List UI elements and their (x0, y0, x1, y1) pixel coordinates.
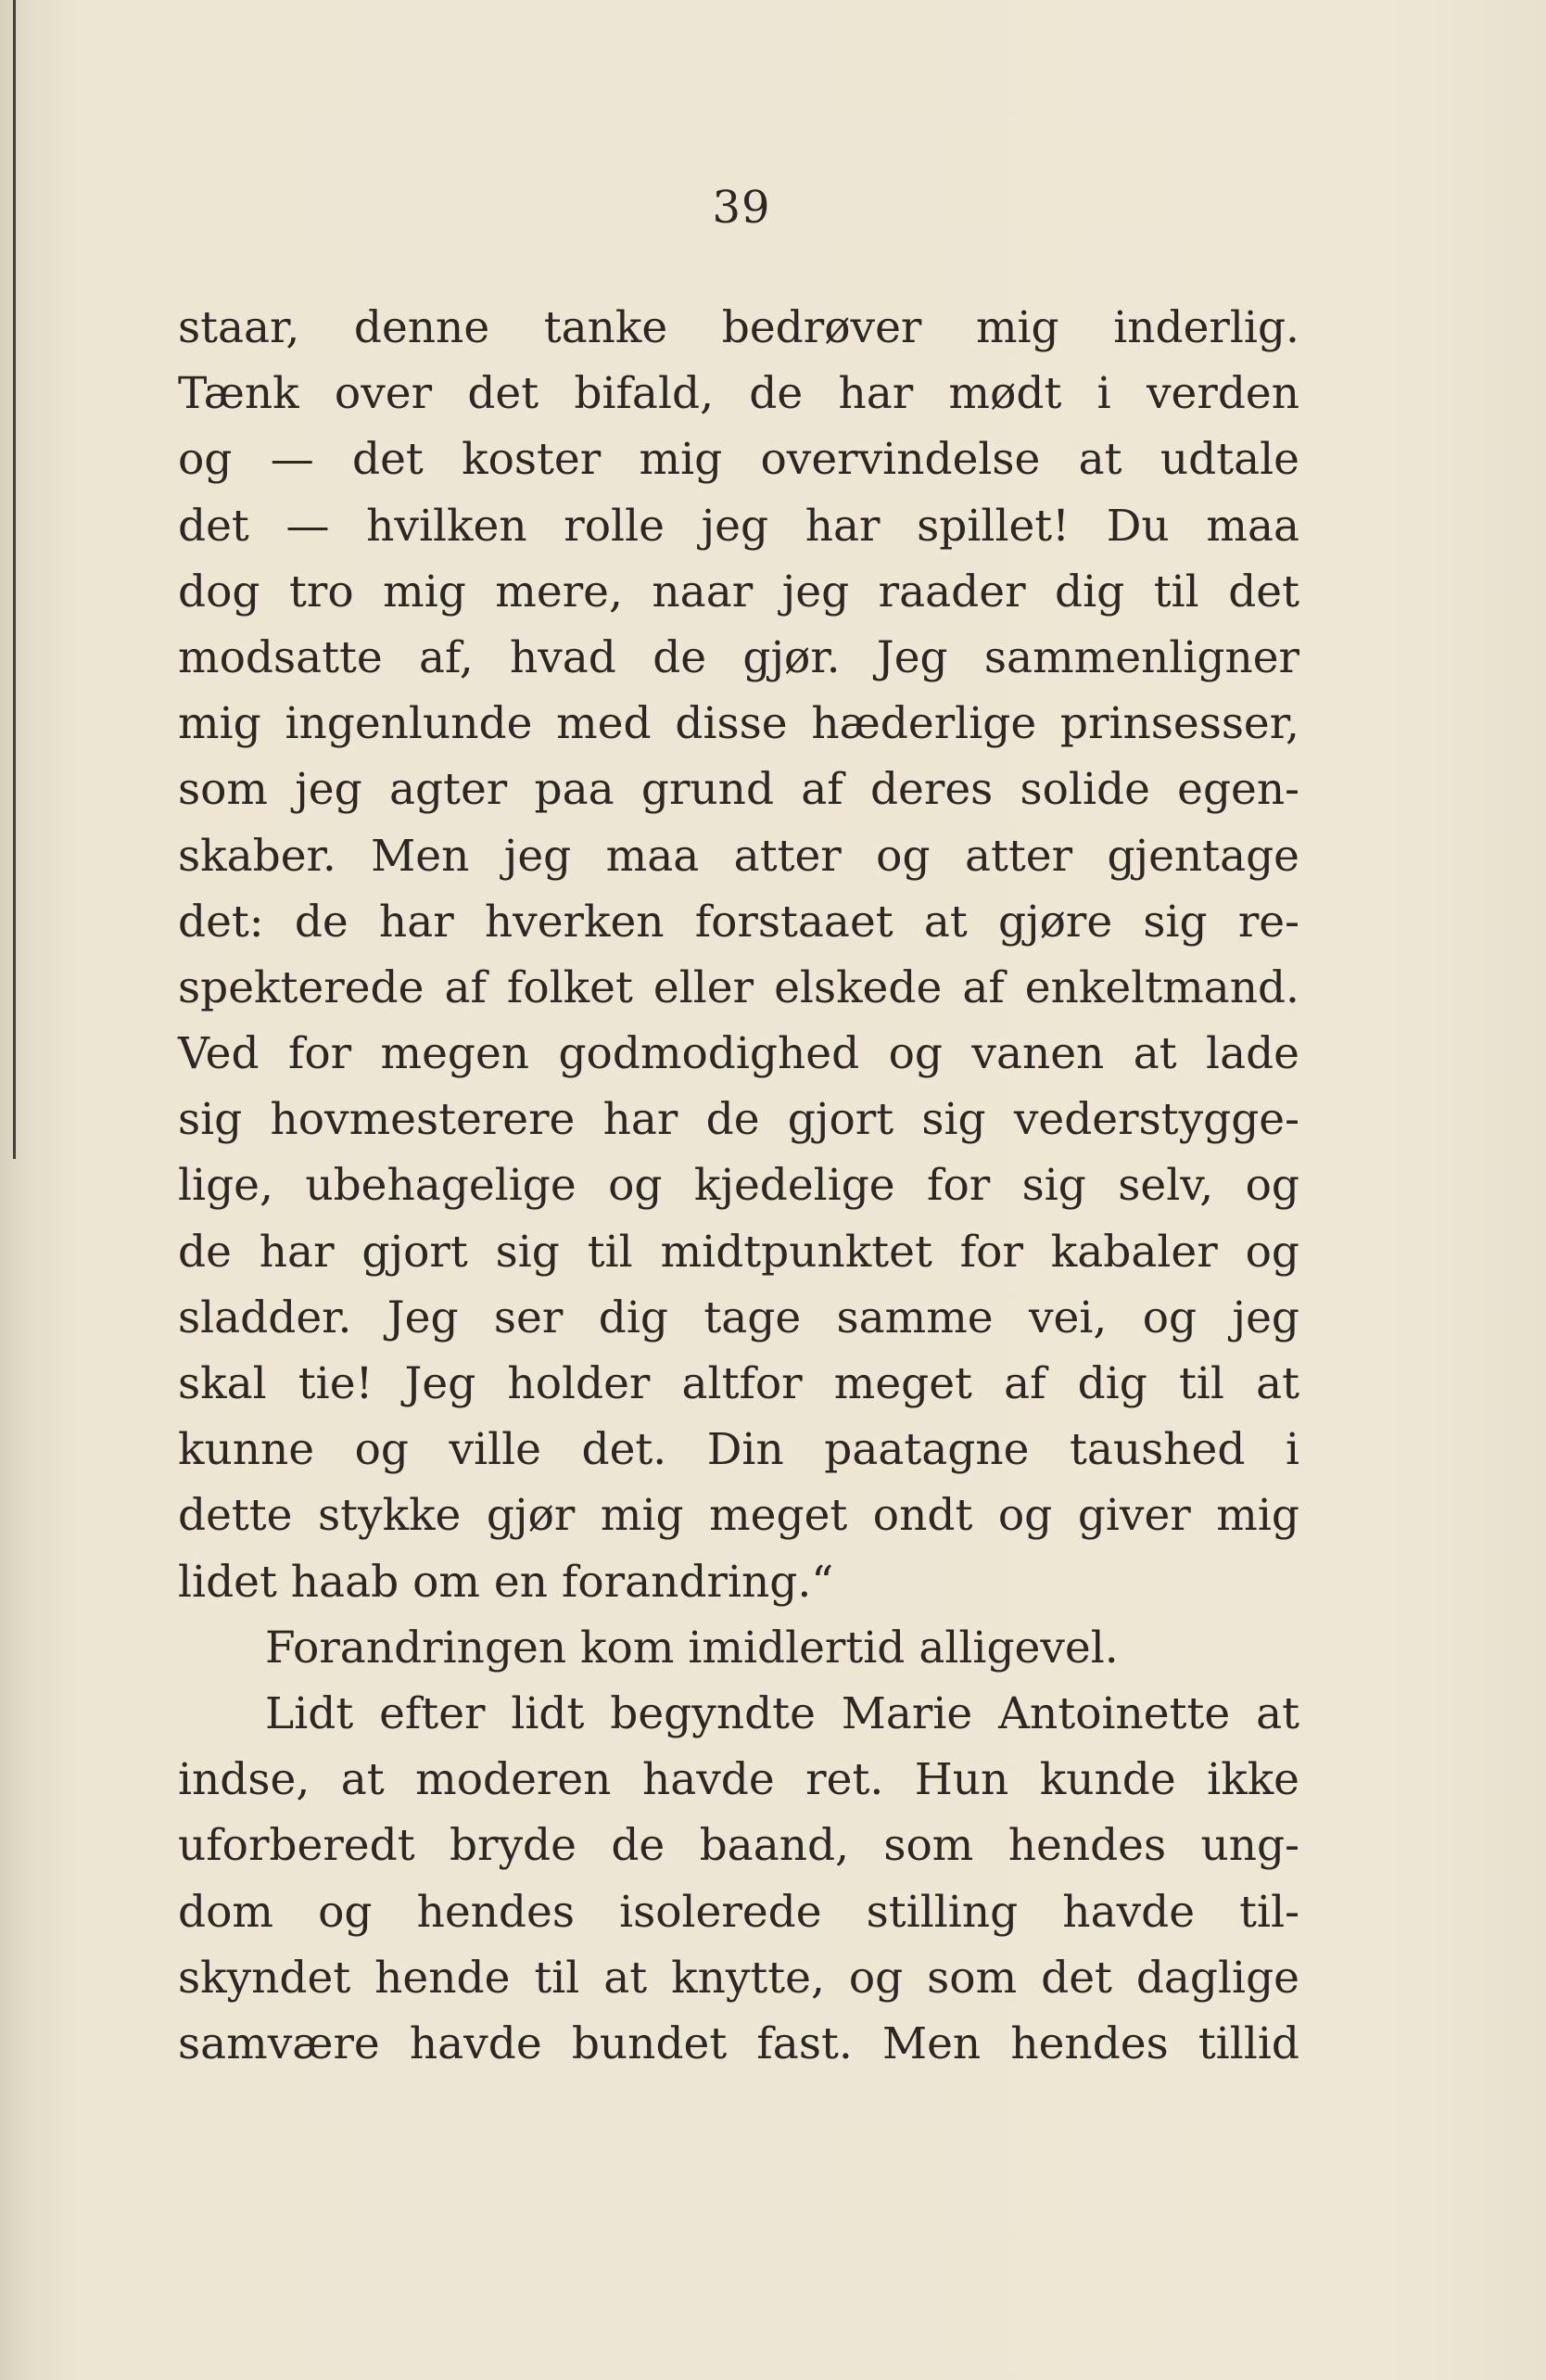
text-line: spekterede af folket eller elskede af enkeltmand. (178, 961, 1299, 1013)
text-line: de har gjort sig til midtpunktet for kabaler og (178, 1226, 1299, 1278)
text-line: og — det koster mig overvindelse at udtale (178, 434, 1299, 486)
text-line: lige, ubehagelige og kjedelige for sig selv, og (178, 1160, 1299, 1212)
text-line: som jeg agter paa grund af deres solide egen- (178, 764, 1299, 816)
text-line: uforberedt bryde de baand, som hendes ung- (178, 1820, 1299, 1872)
text-line: Tænk over det bifald, de har mødt i verden (178, 368, 1299, 420)
text-line: kunne og ville det. Din paatagne taushed i (178, 1424, 1299, 1476)
body-text (178, 295, 1299, 2077)
text-line: indse, at moderen havde ret. Hun kunde ikke (178, 1754, 1299, 1806)
text-line: mig ingenlunde med disse hæderlige prinsesser, (178, 698, 1299, 750)
text-line: sig hovmesterere har de gjort sig vederstygge- (178, 1094, 1299, 1146)
text-line: staar, denne tanke bedrøver mig inderlig. (178, 302, 1299, 353)
text-line: Forandringen kom imidlertid alligevel. (265, 1622, 1119, 1674)
page-number: 39 (712, 182, 771, 234)
text-line: lidet haab om en forandring.“ (178, 1556, 834, 1608)
text-line: dog tro mig mere, naar jeg raader dig til det (178, 566, 1299, 617)
text-line: modsatte af, hvad de gjør. Jeg sammenligner (178, 631, 1299, 683)
text-line: Lidt efter lidt begyndte Marie Antoinette at (265, 1687, 1299, 1739)
page-edge-shadow (13, 0, 16, 1159)
text-line: samvære havde bundet fast. Men hendes tillid (178, 2017, 1299, 2069)
text-line: det — hvilken rolle jeg har spillet! Du maa (178, 500, 1299, 552)
text-line: dette stykke gjør mig meget ondt og giver mig (178, 1490, 1299, 1542)
text-line: Ved for megen godmodighed og vanen at lade (178, 1028, 1299, 1080)
text-line: sladder. Jeg ser dig tage samme vei, og jeg (178, 1292, 1299, 1343)
text-line: skaber. Men jeg maa atter og atter gjentage (178, 830, 1299, 882)
text-line: dom og hendes isolerede stilling havde til- (178, 1886, 1299, 1938)
text-line: skal tie! Jeg holder altfor meget af dig til at (178, 1358, 1299, 1409)
text-line: skyndet hende til at knytte, og som det daglige (178, 1952, 1299, 2004)
text-line: det: de har hverken forstaaet at gjøre sig re- (178, 896, 1299, 948)
